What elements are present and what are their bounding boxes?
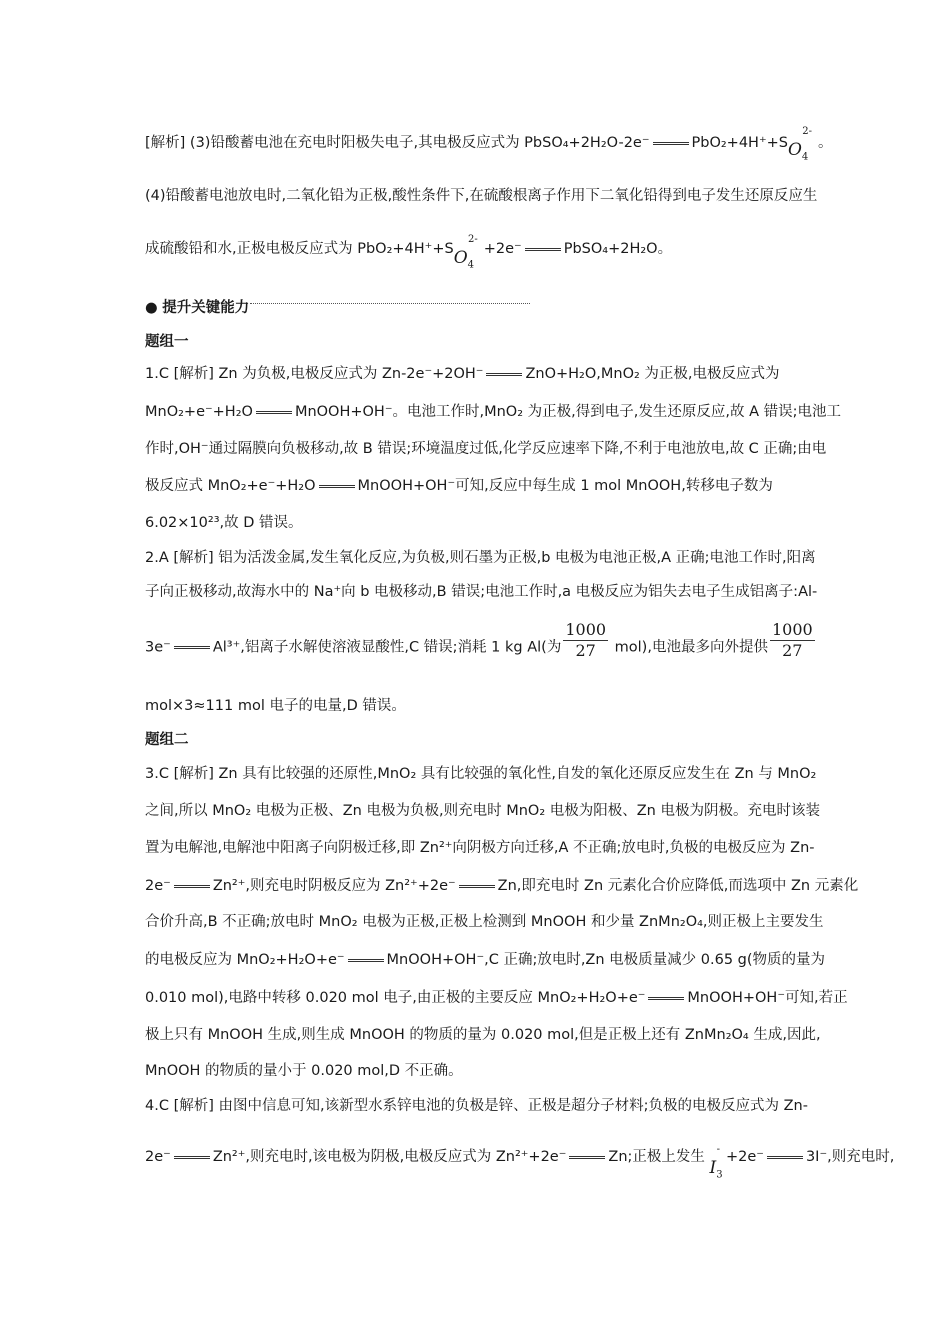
equals-sign (767, 1156, 803, 1159)
equals-sign (174, 646, 210, 649)
q3-line5: 合价升高,B 不正确;放电时 MnO₂ 电极为正极,正极上检测到 MnOOH 和少量 ZnMn₂O₄,则正极上主要发生 (145, 914, 824, 930)
bullet-icon: ● (145, 300, 158, 316)
analysis-p3 (145, 126, 833, 163)
analysis-p4-line2: 成硫酸铅和水,正极电极反应式为 $PbO_2+4H^++SO_4^{2-}+2e^-$ PbSO₄+2H₂O。 (145, 234, 673, 271)
q1-line2: MnO₂+e⁻+H₂O MnOOH+OH⁻。电池工作时,MnO₂ 为正极,得到电子,发生还原反应,故 A 错误;电池工 (145, 404, 841, 420)
q4-line1: 4.C [解析] 由图中信息可知,该新型水系锌电池的负极是锌、正极是超分子材料;负极的电极反应式为 Zn- (145, 1098, 808, 1114)
equals-sign (174, 885, 210, 888)
equals-sign (653, 142, 689, 145)
equals-sign (525, 248, 561, 251)
q4-line2: 2e⁻ Zn²⁺,则充电时,该电极为阴极,电极反应式为 Zn²⁺+2e⁻ Zn;正极上发生 $I_3^- +2e^-$ 3I⁻,则充电时, (145, 1144, 895, 1181)
group2-heading: 题组二 (145, 732, 189, 748)
sulfate-ion: $O_4^{2-}$ (787, 126, 813, 163)
q1-line4: 极反应式 MnO₂+e⁻+H₂O MnOOH+OH⁻可知,反应中每生成 1 mol MnOOH,转移电子数为 (145, 478, 773, 494)
fraction: $\frac{1000}{27}$ (771, 620, 813, 660)
triiodide-ion: $I_3^-$ (709, 1144, 723, 1181)
q3-line3: 置为电解池,电解池中阳离子向阴极迁移,即 Zn²⁺向阴极方向迁移,A 不正确;放电时,负极的电极反应为 Zn- (145, 840, 815, 856)
equals-sign (256, 411, 292, 414)
text: 。 (818, 135, 833, 151)
q1-line5: 6.02×10²³,故 D 错误。 (145, 515, 303, 531)
q3-line8: 极上只有 MnOOH 生成,则生成 MnOOH 的物质的量为 0.020 mol,但是正极上还有 ZnMn₂O₄ 生成,因此, (145, 1027, 821, 1043)
sulfate-ion: $O_4^{2-}$ (453, 234, 478, 271)
q3-line1: 3.C [解析] Zn 具有比较强的还原性,MnO₂ 具有比较强的氧化性,自发的氧化还原反应发生在 Zn 与 MnO₂ (145, 766, 817, 782)
equals-sign (348, 959, 384, 962)
q3-line2: 之间,所以 MnO₂ 电极为正极、Zn 电极为负极,则充电时 MnO₂ 电极为阳极、Zn 电极为阴极。充电时该装 (145, 803, 820, 819)
q3-line9: MnOOH 的物质的量小于 0.020 mol,D 不正确。 (145, 1063, 463, 1079)
equals-sign (319, 485, 355, 488)
q1-line3: 作时,OH⁻通过隔膜向负极移动,故 B 错误;环境温度过低,化学反应速率下降,不利于电池放电,故 C 正确;由电 (145, 441, 827, 457)
q2-line2: 子向正极移动,故海水中的 Na⁺向 b 电极移动,B 错误;电池工作时,a 电极反应为铝失去电子生成铝离子:Al- (145, 584, 818, 600)
analysis-p4-line1: (4)铅酸蓄电池放电时,二氧化铅为正极,酸性条件下,在硫酸根离子作用下二氧化铅得到电子发生还原反应生 (145, 188, 818, 204)
dotted-divider (250, 303, 530, 304)
q2-line1: 2.A [解析] 铝为活泼金属,发生氧化反应,为负极,则石墨为正极,b 电极为电池正极,A 正确;电池工作时,阳离 (145, 550, 816, 566)
equals-sign (459, 885, 495, 888)
equals-sign (648, 997, 684, 1000)
section-heading: ● 提升关键能力 (145, 300, 250, 316)
q3-line4: 2e⁻ Zn²⁺,则充电时阴极反应为 Zn²⁺+2e⁻ Zn,即充电时 Zn 元素化合价应降低,而选项中 Zn 元素化 (145, 878, 859, 894)
q1-line1: 1.C [解析] Zn 为负极,电极反应式为 Zn-2e⁻+2OH⁻ ZnO+H₂O,MnO₂ 为正极,电极反应式为 (145, 366, 780, 382)
q3-line7: 0.010 mol),电路中转移 0.020 mol 电子,由正极的主要反应 MnO₂+H₂O+e⁻ MnOOH+OH⁻可知,若正 (145, 990, 848, 1006)
text: [解析] (3)铅酸蓄电池在充电时阳极失电子,其电极反应式为 PbSO₄+2H₂O-2e⁻ (145, 135, 650, 151)
text: PbO₂+4H⁺+S (691, 135, 788, 151)
q2-line4: mol×3≈111 mol 电子的电量,D 错误。 (145, 698, 406, 714)
group1-heading: 题组一 (145, 334, 189, 350)
equals-sign (174, 1156, 210, 1159)
fraction: $\frac{1000}{27}$ (565, 620, 607, 660)
q2-line3: 3e⁻ Al³⁺,铝离子水解使溶液显酸性,C 错误;消耗 1 kg Al(为 $\frac{1000}{27}$ mol),电池最多向外提供 $\frac{1000}{27}$ (145, 620, 813, 660)
q3-line6: 的电极反应为 MnO₂+H₂O+e⁻ MnOOH+OH⁻,C 正确;放电时,Zn 电极质量减少 0.65 g(物质的量为 (145, 952, 826, 968)
equals-sign (569, 1156, 605, 1159)
equals-sign (486, 373, 522, 376)
